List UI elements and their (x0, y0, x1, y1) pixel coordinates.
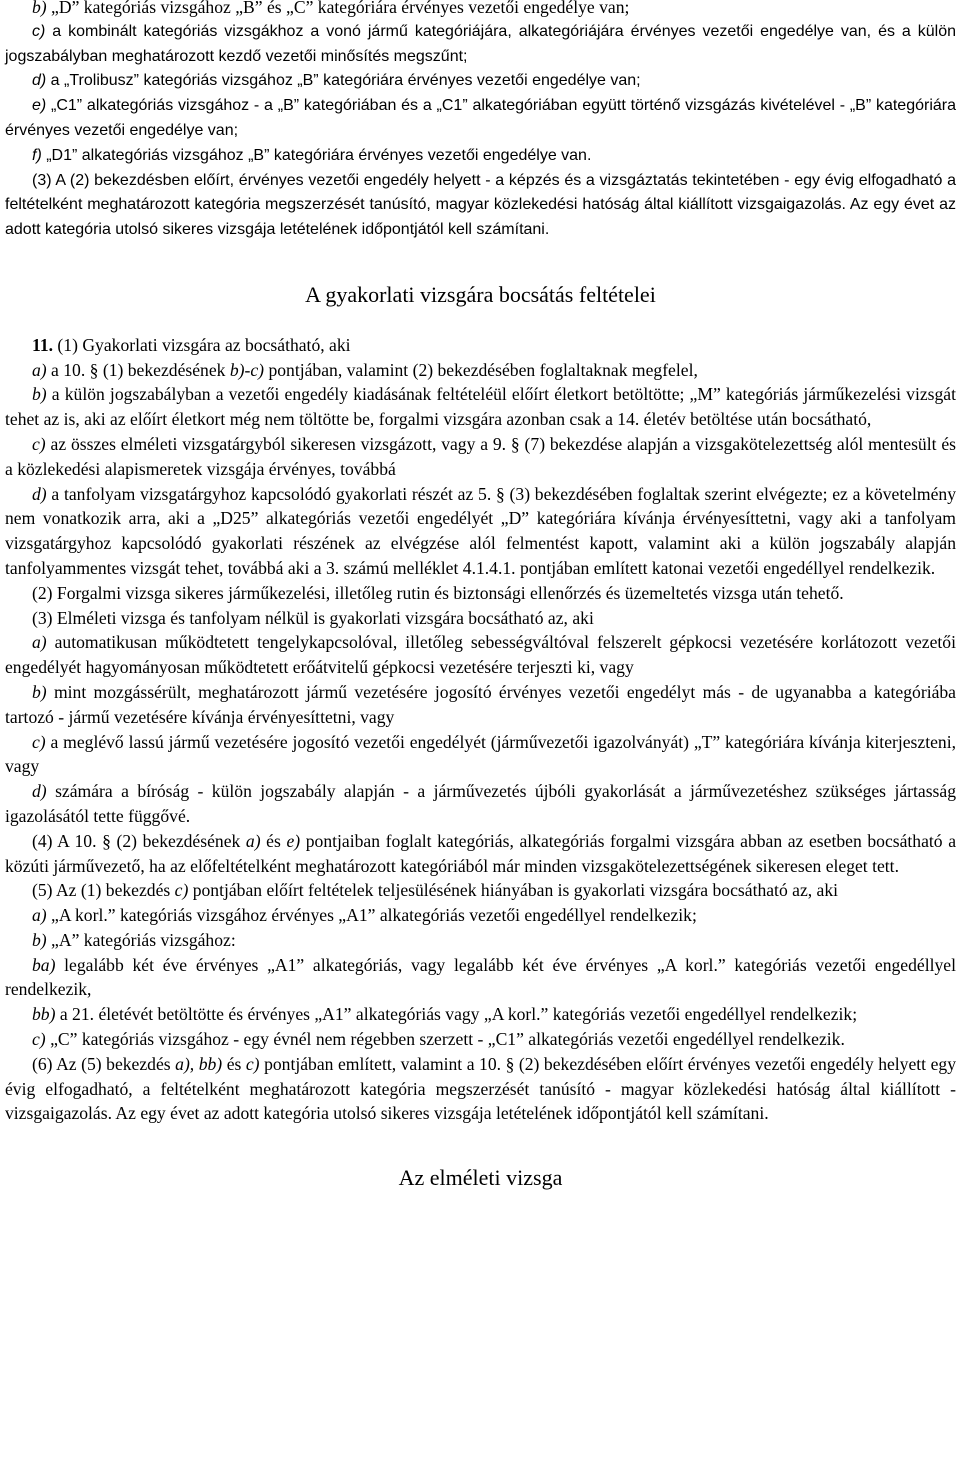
section-11-3: (3) Elméleti vizsga és tanfolyam nélkül is gyakorlati vizsgára bocsátható az, aki (32, 607, 594, 628)
section-11-5ba: ba) legalább két éve érvényes „A1” alkategóriás, vagy legalább két éve érvényes „A korl.” kategóriás vezetői engedéllyel rendelkezik, (5, 954, 956, 1000)
section-11-a: a) a 10. § (1) bekezdésének b)-c) pontjában, valamint (2) bekezdésében foglaltaknak megfelel, (32, 359, 698, 380)
section-11-3b: b) mint mozgássérült, meghatározott jármű vezetésére jogosító érvényes vezetői engedélyt más - de ugyanabba a kategóriába tartozó - jármű vezetésére kívánja érvényesíttetni, vagy (5, 681, 956, 727)
section-11-3a: a) automatikusan működtetett tengelykapcsolóval, illetőleg sebességváltóval felszerelt gépkocsi vezetésére korlátozott vezetői engedélyét hagyományosan működtetett erőátvitelű gépkocsi vezetésére terjeszti ki, vagy (5, 632, 956, 678)
section-11-b: b) a külön jogszabályban a vezetői engedély kiadásának feltételéül előírt életkort betöltötte; „M” kategóriás járműkezelési vizsgát tehet az is, aki az előírt életkort még nem töltötte be, forgalmi vizsgára azonban csak a 14. életév betöltése után bocsátható, (5, 384, 956, 430)
para-c: c) a kombinált kategóriás vizsgákhoz a vonó jármű kategóriájára, alkategóriájára érvényes vezetői engedélye van, és a külön jogszabályban meghatározott kezdő vezetői minősítés megszűnt; (5, 22, 956, 65)
section-11-5a: a) „A korl.” kategóriás vizsgához érvényes „A1” alkategóriás vezetői engedéllyel rendelkezik; (32, 905, 697, 926)
para-d: d) a „Trolibusz” kategóriás vizsgához „B” kategóriára érvényes vezetői engedélye van; (32, 72, 641, 90)
section-11-5bb: bb) a 21. életévét betöltötte és érvényes „A1” alkategóriás vagy „A korl.” kategóriás vezetői engedéllyel rendelkezik; (32, 1004, 858, 1025)
heading-theory-exam: Az elméleti vizsga (398, 1165, 563, 1191)
section-11-6: (6) Az (5) bekezdés a), bb) és c) pontjában említett, valamint a 10. § (2) bekezdésében előírt érvényes vezetői engedély helyett egy évig elfogadható, a feltételként meghatározott kategória megszerzését tanúsító - magyar közlekedési hatóság által kiállított - vizsgaigazolás. Az egy évet az adott kategória utolsó sikeres vizsgája letételének időpontjától kell számítani. (5, 1053, 956, 1124)
para-b: b) „D” kategóriás vizsgához „B” és „C” kategóriára érvényes vezetői engedélye van; (32, 0, 630, 17)
para-f: f) „D1” alkategóriás vizsgához „B” kategóriára érvényes vezetői engedélye van. (32, 146, 592, 164)
section-11-4: (4) A 10. § (2) bekezdésének a) és e) pontjaiban foglalt kategóriás, alkategóriás forgalmi vizsgára abban az esetben bocsátható a közúti járművezető, ha az előfeltételként meghatározott kategóriából már minden vizsgakötelezettségének sikeresen eleget tett. (5, 830, 956, 876)
para-3: (3) A (2) bekezdésben előírt, érvényes vezetői engedély helyett - a képzés és a vizsgáztatás tekintetében - egy évig elfogadható a feltételként meghatározott kategória megszerzését tanúsító, magyar közlekedési hatóság által kiállított vizsgaigazolás. Az egy évet az adott kategória utolsó sikeres vizsgája letételének időpontjától kell számítani. (5, 171, 956, 239)
section-11-5: (5) Az (1) bekezdés c) pontjában előírt feltételek teljesülésének hiányában is gyakorlati vizsgára bocsátható az, aki (32, 880, 839, 901)
section-11-2: (2) Forgalmi vizsga sikeres járműkezelési, illetőleg rutin és biztonsági ellenőrzés és üzemeltetés vizsga után tehető. (32, 582, 844, 603)
section-11-5c: c) „C” kategóriás vizsgához - egy évnél nem régebben szerzett - „C1” alkategóriás vezetői engedéllyel rendelkezik. (32, 1029, 845, 1050)
section-11-c: c) az összes elméleti vizsgatárgyból sikeresen vizsgázott, vagy a 9. § (7) bekezdése alapján a vizsgakötelezettség alól mentesült és a közlekedési alapismeretek vizsgája érvényes, továbbá (5, 433, 956, 479)
para-e: e) „C1” alkategóriás vizsgához - a „B” kategóriában és a „C1” alkategóriában együtt történő vizsgázás kivételével - „B” kategóriára érvényes vezetői engedélye van; (5, 97, 956, 139)
heading-practical-exam: A gyakorlati vizsgára bocsátás feltételei (305, 281, 656, 307)
section-11-intro: 11. (1) Gyakorlati vizsgára az bocsátható, aki (32, 334, 351, 355)
section-11-5b: b) „A” kategóriás vizsgához: (32, 929, 236, 950)
section-11-d: d) a tanfolyam vizsgatárgyhoz kapcsolódó gyakorlati részét az 5. § (3) bekezdésében foglaltak szerint elvégezte; ez a követelmény nem vonatkozik arra, aki a „D25” alkategóriás vezetői engedélyét „D” kategóriára kívánja érvényesíttetni, vagy aki a tanfolyam vizsgatárgyhoz kapcsolódó gyakorlati részének az elvégzése alól felmentést kapott, valamint aki a külön jogszabály alapján tanfolyammentes vizsgát tehet, továbbá aki a 3. számú melléklet 4.1.4.1. pontjában említett katonai vezetői engedéllyel rendelkezik. (5, 483, 957, 578)
section-11-3d: d) számára a bíróság - külön jogszabály alapján - a járművezetés újbóli gyakorlását a járművezetéshez szükséges jártasság igazolásától tette függővé. (5, 781, 956, 826)
section-11-3c: c) a meglévő lassú jármű vezetésére jogosító vezetői engedélyét (járművezetői igazolványát) „T” kategóriára kívánja kiterjeszteni, vagy (5, 731, 956, 777)
